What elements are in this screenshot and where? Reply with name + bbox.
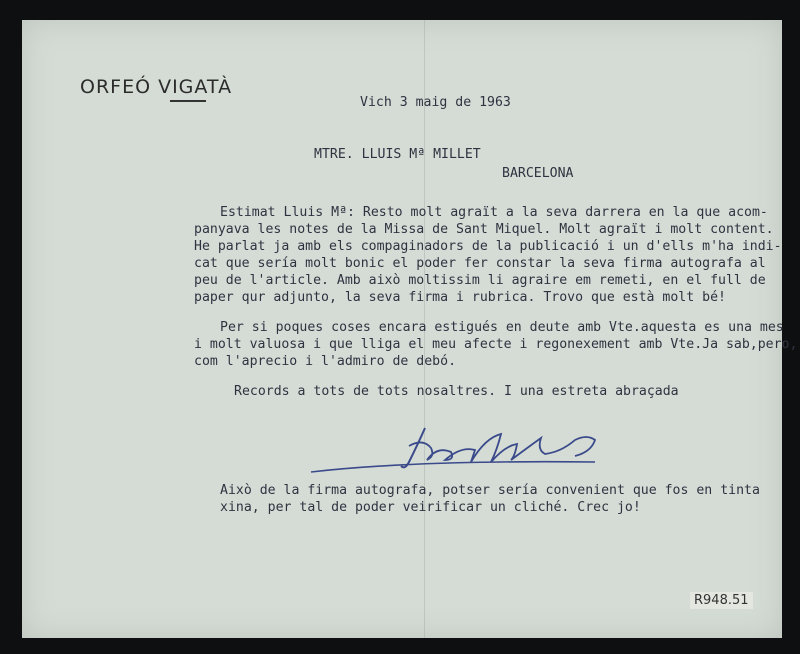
body-line: panyava les notes de la Missa de Sant Miquel. Molt agraït i molt content. — [194, 222, 774, 237]
body-line: Records a tots de tots nosaltres. I una estreta abraçada — [234, 384, 679, 399]
signature — [305, 416, 605, 486]
recipient-city: BARCELONA — [502, 166, 574, 181]
body-line: paper qur adjunto, la seva firma i rubrica. Trovo que està molt bé! — [194, 290, 726, 305]
letterhead: ORFEÓ VIGATÀ — [80, 76, 233, 98]
letter-sheet — [22, 20, 798, 638]
letterhead-rule — [170, 100, 206, 102]
body-line: cat que sería molt bonic el poder fer constar la seva firma autografa al — [194, 256, 766, 271]
body-line: peu de l'article. Amb això moltissim li agraire em remeti, en el full de — [194, 273, 766, 288]
body-line: Estimat Lluis Mª: Resto molt agraït a la seva darrera en la que acom- — [220, 205, 768, 220]
postscript-line: Això de la firma autografa, potser sería convenient que fos en tinta — [220, 483, 760, 498]
body-line: com l'aprecio i l'admiro de debó. — [194, 354, 457, 369]
body-line: He parlat ja amb els compaginadors de la publicació i un d'ells m'ha indi- — [194, 239, 782, 254]
date-line: Vich 3 maig de 1963 — [360, 95, 511, 110]
recipient-name: MTRE. LLUIS Mª MILLET — [314, 147, 481, 162]
body-line: i molt valuosa i que lliga el meu afecte i regonexement amb Vte.Ja sab,pero, — [194, 337, 798, 352]
body-line: Per si poques coses encara estigués en deute amb Vte.aquesta es una mes — [220, 320, 784, 335]
postscript-line: xina, per tal de poder veirificar un cliché. Crec jo! — [220, 500, 641, 515]
archive-stamp: R948.51 — [690, 592, 753, 609]
